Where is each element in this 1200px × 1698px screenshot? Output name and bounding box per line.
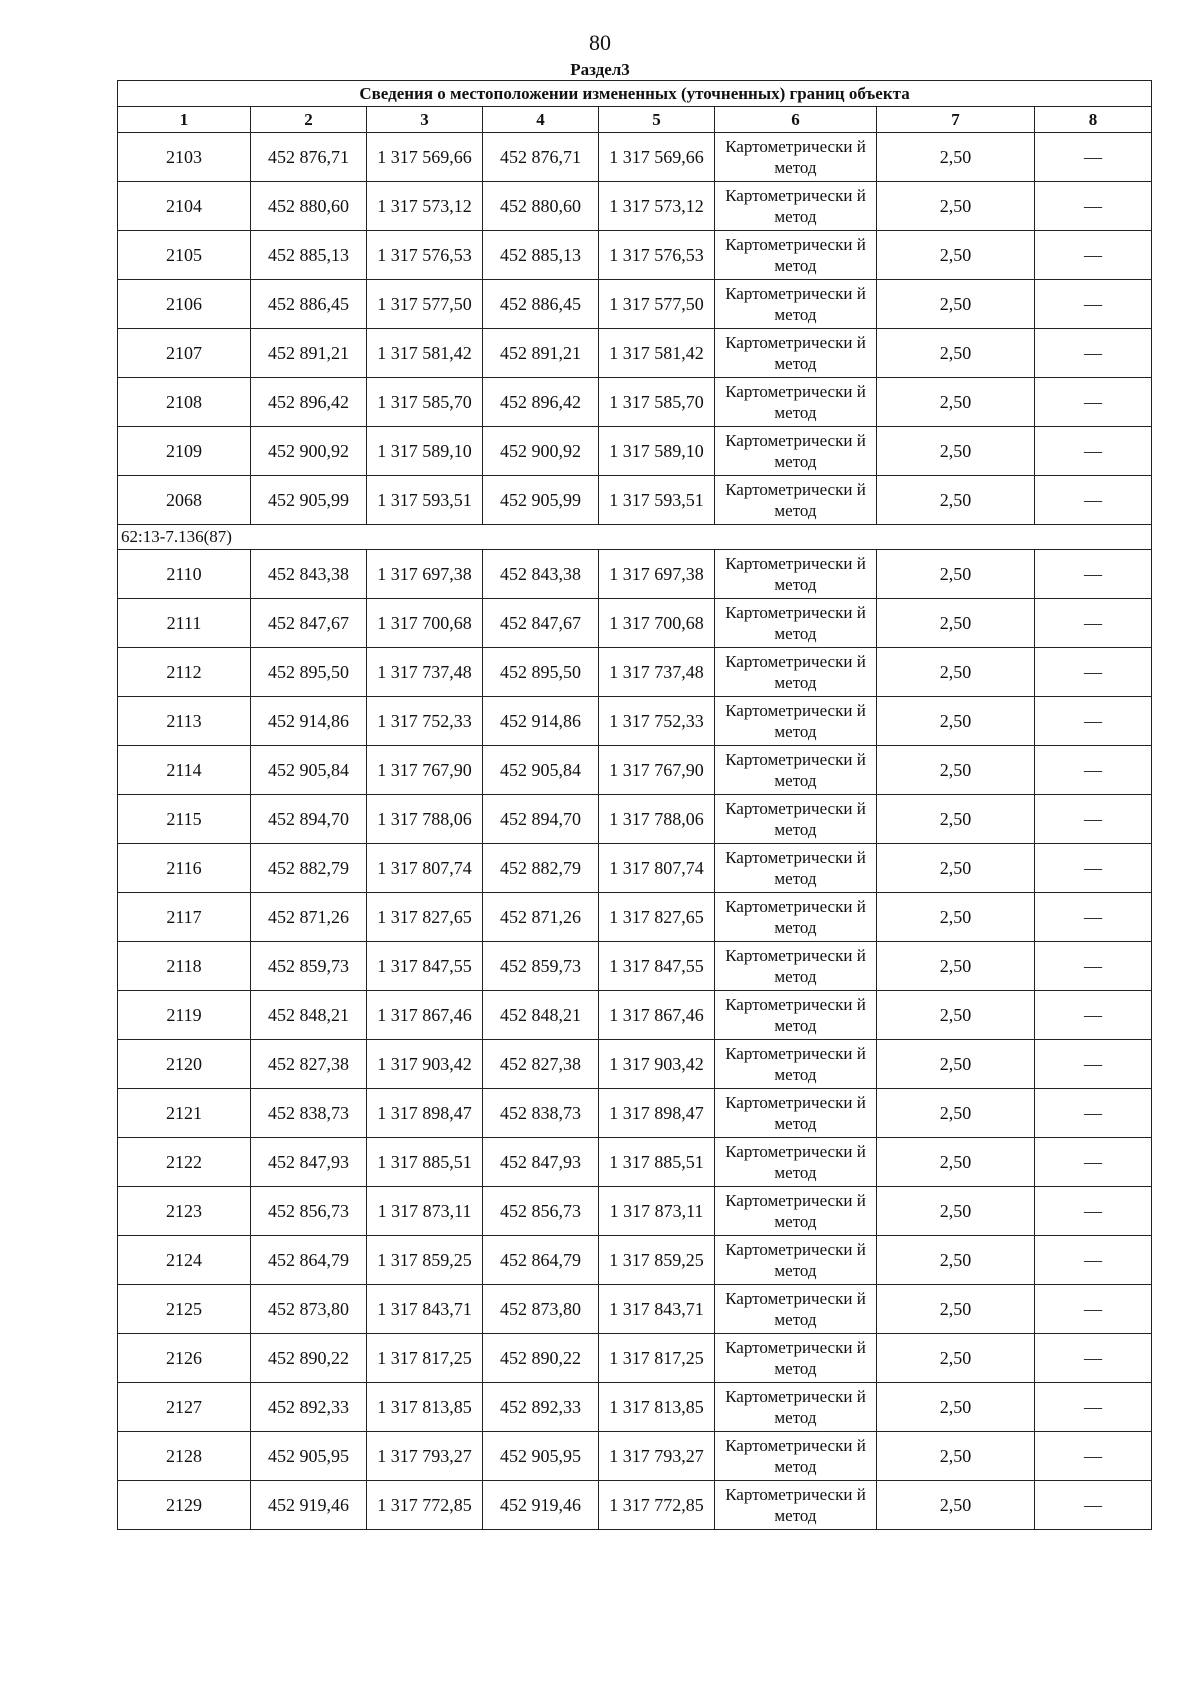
cell-col-5: 1 317 859,25 (599, 1236, 715, 1285)
empty-mark-cell: — (1035, 648, 1152, 697)
empty-mark-cell: — (1035, 1285, 1152, 1334)
cell-col-4: 452 873,80 (483, 1285, 599, 1334)
empty-mark-cell: — (1035, 1432, 1152, 1481)
method-cell: Картометрически й метод (715, 280, 877, 329)
cell-col-4: 452 838,73 (483, 1089, 599, 1138)
cell-col-2: 452 880,60 (251, 182, 367, 231)
cell-col-3: 1 317 843,71 (367, 1285, 483, 1334)
cell-col-5: 1 317 843,71 (599, 1285, 715, 1334)
cell-col-2: 452 905,84 (251, 746, 367, 795)
cell-col-5: 1 317 807,74 (599, 844, 715, 893)
method-cell: Картометрически й метод (715, 427, 877, 476)
cell-col-7: 2,50 (877, 133, 1035, 182)
method-cell: Картометрически й метод (715, 1481, 877, 1530)
cell-col-2: 452 919,46 (251, 1481, 367, 1530)
cell-col-1: 2111 (118, 599, 251, 648)
table-caption-row (118, 81, 1152, 107)
table-row (118, 746, 1152, 795)
method-cell: Картометрически й метод (715, 182, 877, 231)
empty-mark-cell: — (1035, 133, 1152, 182)
cell-col-2: 452 891,21 (251, 329, 367, 378)
cell-col-3: 1 317 813,85 (367, 1383, 483, 1432)
cell-col-1: 2113 (118, 697, 251, 746)
empty-mark-cell: — (1035, 1040, 1152, 1089)
cell-col-7: 2,50 (877, 476, 1035, 525)
cell-col-2: 452 847,93 (251, 1138, 367, 1187)
cell-col-4: 452 894,70 (483, 795, 599, 844)
cell-col-1: 2115 (118, 795, 251, 844)
cell-col-2: 452 848,21 (251, 991, 367, 1040)
cell-col-1: 2125 (118, 1285, 251, 1334)
cell-col-4: 452 847,67 (483, 599, 599, 648)
cell-col-4: 452 895,50 (483, 648, 599, 697)
cell-col-5: 1 317 700,68 (599, 599, 715, 648)
method-cell: Картометрически й метод (715, 1285, 877, 1334)
cell-col-1: 2129 (118, 1481, 251, 1530)
cell-col-5: 1 317 581,42 (599, 329, 715, 378)
column-number-5: 5 (599, 107, 715, 133)
cell-col-2: 452 882,79 (251, 844, 367, 893)
cell-col-3: 1 317 593,51 (367, 476, 483, 525)
table-row (118, 991, 1152, 1040)
cell-col-2: 452 890,22 (251, 1334, 367, 1383)
cell-col-5: 1 317 585,70 (599, 378, 715, 427)
cell-col-3: 1 317 767,90 (367, 746, 483, 795)
cell-col-4: 452 856,73 (483, 1187, 599, 1236)
cell-col-2: 452 856,73 (251, 1187, 367, 1236)
cell-col-4: 452 876,71 (483, 133, 599, 182)
cell-col-3: 1 317 885,51 (367, 1138, 483, 1187)
cell-col-7: 2,50 (877, 991, 1035, 1040)
cell-col-1: 2112 (118, 648, 251, 697)
cell-col-7: 2,50 (877, 648, 1035, 697)
cell-col-1: 2104 (118, 182, 251, 231)
cell-col-2: 452 905,95 (251, 1432, 367, 1481)
cell-col-1: 2108 (118, 378, 251, 427)
cell-col-3: 1 317 697,38 (367, 550, 483, 599)
cell-col-2: 452 896,42 (251, 378, 367, 427)
table-row (118, 1334, 1152, 1383)
cell-col-5: 1 317 589,10 (599, 427, 715, 476)
cell-col-2: 452 886,45 (251, 280, 367, 329)
method-cell: Картометрически й метод (715, 1089, 877, 1138)
cell-col-5: 1 317 847,55 (599, 942, 715, 991)
cell-col-7: 2,50 (877, 1383, 1035, 1432)
cell-col-3: 1 317 772,85 (367, 1481, 483, 1530)
empty-mark-cell: — (1035, 1138, 1152, 1187)
cell-col-1: 2124 (118, 1236, 251, 1285)
cell-col-7: 2,50 (877, 329, 1035, 378)
cell-col-3: 1 317 847,55 (367, 942, 483, 991)
table-row (118, 1285, 1152, 1334)
cell-col-4: 452 896,42 (483, 378, 599, 427)
cell-col-5: 1 317 817,25 (599, 1334, 715, 1383)
table-row (118, 329, 1152, 378)
cell-col-1: 2114 (118, 746, 251, 795)
cell-col-1: 2117 (118, 893, 251, 942)
table-row (118, 795, 1152, 844)
cell-col-3: 1 317 859,25 (367, 1236, 483, 1285)
method-cell: Картометрически й метод (715, 795, 877, 844)
cell-col-5: 1 317 767,90 (599, 746, 715, 795)
cell-col-4: 452 905,95 (483, 1432, 599, 1481)
cell-col-7: 2,50 (877, 942, 1035, 991)
table-row (118, 1236, 1152, 1285)
empty-mark-cell: — (1035, 329, 1152, 378)
cell-col-3: 1 317 807,74 (367, 844, 483, 893)
cell-col-3: 1 317 573,12 (367, 182, 483, 231)
empty-mark-cell: — (1035, 1187, 1152, 1236)
cell-col-2: 452 894,70 (251, 795, 367, 844)
cell-col-4: 452 880,60 (483, 182, 599, 231)
cell-col-1: 2103 (118, 133, 251, 182)
cell-col-2: 452 876,71 (251, 133, 367, 182)
empty-mark-cell: — (1035, 1383, 1152, 1432)
cell-col-7: 2,50 (877, 1040, 1035, 1089)
table-row (118, 182, 1152, 231)
cell-col-2: 452 859,73 (251, 942, 367, 991)
empty-mark-cell: — (1035, 427, 1152, 476)
cell-col-4: 452 848,21 (483, 991, 599, 1040)
table-row (118, 1089, 1152, 1138)
empty-mark-cell: — (1035, 476, 1152, 525)
cell-col-3: 1 317 827,65 (367, 893, 483, 942)
cell-col-2: 452 873,80 (251, 1285, 367, 1334)
cell-col-5: 1 317 697,38 (599, 550, 715, 599)
empty-mark-cell: — (1035, 182, 1152, 231)
cell-col-4: 452 885,13 (483, 231, 599, 280)
cell-col-4: 452 890,22 (483, 1334, 599, 1383)
coordinates-table (117, 80, 1152, 1530)
cell-col-5: 1 317 867,46 (599, 991, 715, 1040)
empty-mark-cell: — (1035, 1089, 1152, 1138)
method-cell: Картометрически й метод (715, 599, 877, 648)
table-row (118, 942, 1152, 991)
table-row (118, 231, 1152, 280)
cell-col-4: 452 914,86 (483, 697, 599, 746)
cell-col-7: 2,50 (877, 427, 1035, 476)
table-row (118, 1187, 1152, 1236)
table-row (118, 133, 1152, 182)
cell-col-5: 1 317 793,27 (599, 1432, 715, 1481)
cell-col-2: 452 885,13 (251, 231, 367, 280)
empty-mark-cell: — (1035, 697, 1152, 746)
cell-col-3: 1 317 581,42 (367, 329, 483, 378)
cell-col-2: 452 905,99 (251, 476, 367, 525)
method-cell: Картометрически й метод (715, 1236, 877, 1285)
method-cell: Картометрически й метод (715, 844, 877, 893)
cell-col-3: 1 317 589,10 (367, 427, 483, 476)
method-cell: Картометрически й метод (715, 893, 877, 942)
page-number: 80 (589, 30, 611, 55)
cell-col-3: 1 317 788,06 (367, 795, 483, 844)
method-cell: Картометрически й метод (715, 231, 877, 280)
cell-col-1: 2107 (118, 329, 251, 378)
cell-col-2: 452 914,86 (251, 697, 367, 746)
cell-col-1: 2122 (118, 1138, 251, 1187)
cell-col-4: 452 905,84 (483, 746, 599, 795)
cell-col-7: 2,50 (877, 795, 1035, 844)
column-number-2: 2 (251, 107, 367, 133)
method-cell: Картометрически й метод (715, 329, 877, 378)
table-row (118, 1432, 1152, 1481)
cell-col-3: 1 317 873,11 (367, 1187, 483, 1236)
cell-col-5: 1 317 577,50 (599, 280, 715, 329)
cell-col-4: 452 859,73 (483, 942, 599, 991)
cell-col-2: 452 847,67 (251, 599, 367, 648)
cell-col-4: 452 919,46 (483, 1481, 599, 1530)
cell-col-5: 1 317 788,06 (599, 795, 715, 844)
method-cell: Картометрически й метод (715, 378, 877, 427)
cell-col-7: 2,50 (877, 1432, 1035, 1481)
empty-mark-cell: — (1035, 280, 1152, 329)
cell-col-5: 1 317 813,85 (599, 1383, 715, 1432)
cell-col-7: 2,50 (877, 599, 1035, 648)
method-cell: Картометрически й метод (715, 1138, 877, 1187)
group-label: 62:13-7.136(87) (118, 525, 1152, 550)
column-number-6: 6 (715, 107, 877, 133)
cell-col-2: 452 838,73 (251, 1089, 367, 1138)
cell-col-1: 2118 (118, 942, 251, 991)
cell-col-1: 2119 (118, 991, 251, 1040)
table-row (118, 1481, 1152, 1530)
cell-col-3: 1 317 752,33 (367, 697, 483, 746)
cell-col-3: 1 317 793,27 (367, 1432, 483, 1481)
table-row (118, 893, 1152, 942)
column-number-1: 1 (118, 107, 251, 133)
cell-col-3: 1 317 585,70 (367, 378, 483, 427)
table-row (118, 1383, 1152, 1432)
cell-col-4: 452 864,79 (483, 1236, 599, 1285)
table-row (118, 378, 1152, 427)
table-row (118, 1040, 1152, 1089)
cell-col-3: 1 317 577,50 (367, 280, 483, 329)
section-title: Раздел3 (570, 60, 630, 79)
method-cell: Картометрически й метод (715, 1334, 877, 1383)
cell-col-4: 452 900,92 (483, 427, 599, 476)
cell-col-1: 2109 (118, 427, 251, 476)
cell-col-3: 1 317 700,68 (367, 599, 483, 648)
cell-col-5: 1 317 737,48 (599, 648, 715, 697)
empty-mark-cell: — (1035, 599, 1152, 648)
cell-col-1: 2116 (118, 844, 251, 893)
cell-col-4: 452 843,38 (483, 550, 599, 599)
cell-col-3: 1 317 569,66 (367, 133, 483, 182)
cell-col-5: 1 317 898,47 (599, 1089, 715, 1138)
cell-col-2: 452 864,79 (251, 1236, 367, 1285)
cell-col-1: 2121 (118, 1089, 251, 1138)
cell-col-5: 1 317 827,65 (599, 893, 715, 942)
cell-col-5: 1 317 903,42 (599, 1040, 715, 1089)
cell-col-7: 2,50 (877, 1187, 1035, 1236)
cell-col-3: 1 317 867,46 (367, 991, 483, 1040)
cell-col-5: 1 317 576,53 (599, 231, 715, 280)
empty-mark-cell: — (1035, 991, 1152, 1040)
method-cell: Картометрически й метод (715, 1187, 877, 1236)
table-row (118, 427, 1152, 476)
cell-col-7: 2,50 (877, 844, 1035, 893)
method-cell: Картометрически й метод (715, 1040, 877, 1089)
cell-col-2: 452 871,26 (251, 893, 367, 942)
table-row (118, 1138, 1152, 1187)
cell-col-7: 2,50 (877, 1089, 1035, 1138)
method-cell: Картометрически й метод (715, 476, 877, 525)
cell-col-7: 2,50 (877, 1285, 1035, 1334)
column-number-7: 7 (877, 107, 1035, 133)
column-number-8: 8 (1035, 107, 1152, 133)
cell-col-1: 2105 (118, 231, 251, 280)
cell-col-5: 1 317 593,51 (599, 476, 715, 525)
table-row (118, 280, 1152, 329)
cell-col-7: 2,50 (877, 1236, 1035, 1285)
cell-col-2: 452 900,92 (251, 427, 367, 476)
method-cell: Картометрически й метод (715, 991, 877, 1040)
empty-mark-cell: — (1035, 378, 1152, 427)
empty-mark-cell: — (1035, 893, 1152, 942)
cell-col-7: 2,50 (877, 893, 1035, 942)
empty-mark-cell: — (1035, 231, 1152, 280)
cell-col-1: 2123 (118, 1187, 251, 1236)
empty-mark-cell: — (1035, 1334, 1152, 1383)
method-cell: Картометрически й метод (715, 648, 877, 697)
cell-col-4: 452 882,79 (483, 844, 599, 893)
cell-col-7: 2,50 (877, 1138, 1035, 1187)
empty-mark-cell: — (1035, 942, 1152, 991)
cell-col-2: 452 892,33 (251, 1383, 367, 1432)
cell-col-1: 2106 (118, 280, 251, 329)
cell-col-3: 1 317 898,47 (367, 1089, 483, 1138)
cell-col-5: 1 317 573,12 (599, 182, 715, 231)
empty-mark-cell: — (1035, 1236, 1152, 1285)
cell-col-5: 1 317 873,11 (599, 1187, 715, 1236)
cell-col-7: 2,50 (877, 697, 1035, 746)
cell-col-7: 2,50 (877, 1334, 1035, 1383)
cell-col-7: 2,50 (877, 550, 1035, 599)
cell-col-5: 1 317 752,33 (599, 697, 715, 746)
cell-col-7: 2,50 (877, 231, 1035, 280)
empty-mark-cell: — (1035, 795, 1152, 844)
method-cell: Картометрически й метод (715, 550, 877, 599)
empty-mark-cell: — (1035, 844, 1152, 893)
empty-mark-cell: — (1035, 746, 1152, 795)
cell-col-4: 452 871,26 (483, 893, 599, 942)
method-cell: Картометрически й метод (715, 1432, 877, 1481)
cell-col-5: 1 317 569,66 (599, 133, 715, 182)
method-cell: Картометрически й метод (715, 133, 877, 182)
cell-col-1: 2127 (118, 1383, 251, 1432)
cell-col-1: 2128 (118, 1432, 251, 1481)
table-row (118, 550, 1152, 599)
cell-col-4: 452 886,45 (483, 280, 599, 329)
cell-col-7: 2,50 (877, 378, 1035, 427)
cell-col-7: 2,50 (877, 182, 1035, 231)
cell-col-7: 2,50 (877, 280, 1035, 329)
column-number-4: 4 (483, 107, 599, 133)
cell-col-5: 1 317 885,51 (599, 1138, 715, 1187)
cell-col-5: 1 317 772,85 (599, 1481, 715, 1530)
table-row (118, 599, 1152, 648)
method-cell: Картометрически й метод (715, 942, 877, 991)
cell-col-2: 452 843,38 (251, 550, 367, 599)
table-row (118, 648, 1152, 697)
cell-col-4: 452 892,33 (483, 1383, 599, 1432)
table-row (118, 476, 1152, 525)
table-caption: Сведения о местоположении измененных (уточненных) границ объекта (118, 81, 1152, 107)
cell-col-3: 1 317 576,53 (367, 231, 483, 280)
column-number-3: 3 (367, 107, 483, 133)
empty-mark-cell: — (1035, 550, 1152, 599)
empty-mark-cell: — (1035, 1481, 1152, 1530)
cell-col-4: 452 905,99 (483, 476, 599, 525)
cell-col-2: 452 827,38 (251, 1040, 367, 1089)
group-label-row (118, 525, 1152, 550)
cell-col-1: 2068 (118, 476, 251, 525)
cell-col-2: 452 895,50 (251, 648, 367, 697)
method-cell: Картометрически й метод (715, 746, 877, 795)
table-row (118, 844, 1152, 893)
cell-col-7: 2,50 (877, 746, 1035, 795)
method-cell: Картометрически й метод (715, 697, 877, 746)
cell-col-4: 452 891,21 (483, 329, 599, 378)
cell-col-4: 452 847,93 (483, 1138, 599, 1187)
cell-col-7: 2,50 (877, 1481, 1035, 1530)
cell-col-3: 1 317 817,25 (367, 1334, 483, 1383)
method-cell: Картометрически й метод (715, 1383, 877, 1432)
cell-col-1: 2120 (118, 1040, 251, 1089)
cell-col-4: 452 827,38 (483, 1040, 599, 1089)
cell-col-3: 1 317 737,48 (367, 648, 483, 697)
column-number-row (118, 107, 1152, 133)
cell-col-1: 2110 (118, 550, 251, 599)
cell-col-3: 1 317 903,42 (367, 1040, 483, 1089)
table-row (118, 697, 1152, 746)
cell-col-1: 2126 (118, 1334, 251, 1383)
